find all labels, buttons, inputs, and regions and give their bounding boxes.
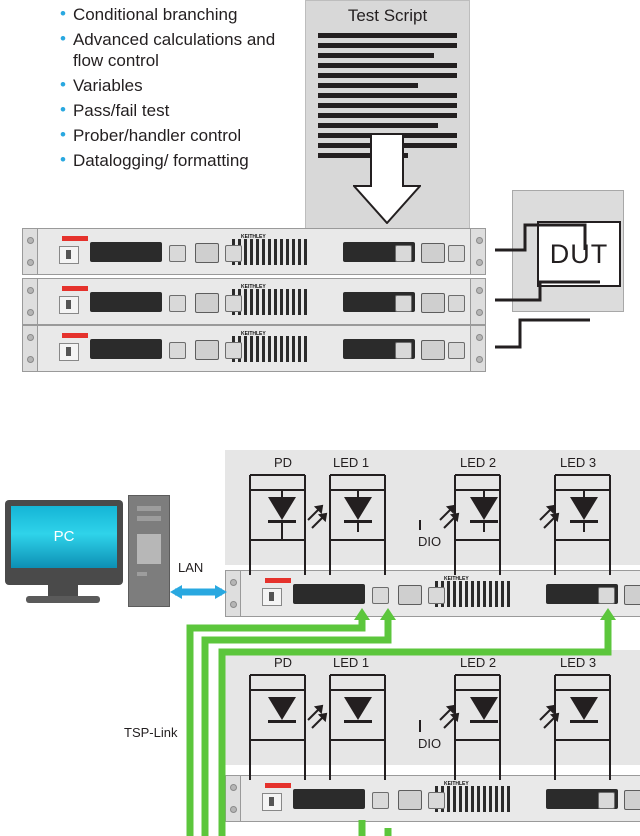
script-line: [318, 113, 457, 118]
instrument-unit[interactable]: [22, 228, 486, 275]
status-bar: [265, 783, 291, 788]
device-label-pd: PD: [274, 455, 293, 470]
brand-label: KEITHLEY: [444, 781, 469, 787]
list-item-label: Prober/handler control: [72, 126, 242, 145]
port-mod[interactable]: [624, 790, 640, 810]
script-line: [318, 43, 457, 48]
rack-ear-left: [226, 571, 241, 616]
channel-a-connector[interactable]: [293, 789, 365, 809]
instrument-unit[interactable]: [22, 278, 486, 325]
port-tsp-link[interactable]: [195, 293, 219, 313]
port-lan[interactable]: [428, 792, 445, 809]
list-item-label: Variables: [72, 76, 143, 95]
port-aux[interactable]: [598, 792, 615, 809]
port-digital-io[interactable]: [169, 342, 186, 359]
bullet-icon: •: [60, 75, 66, 94]
list-item-label: Advanced calculations and flow control: [72, 30, 276, 70]
device-label-pd-2: PD: [274, 655, 293, 670]
device-label-led2: LED 2: [460, 455, 497, 470]
channel-a-connector[interactable]: [293, 584, 365, 604]
port-lan-2[interactable]: [448, 245, 465, 262]
port-lan[interactable]: [225, 295, 242, 312]
channel-a-connector[interactable]: [90, 242, 162, 262]
ventilation-grille: [232, 239, 310, 265]
dut-enclosure: [512, 190, 624, 312]
port-digital-io[interactable]: [169, 295, 186, 312]
channel-a-connector[interactable]: [90, 339, 162, 359]
list-item: [60, 29, 310, 71]
instrument-unit-upper-chain[interactable]: [225, 570, 640, 617]
port-aux[interactable]: [395, 342, 412, 359]
ventilation-grille: [435, 581, 513, 607]
port-lan[interactable]: [428, 587, 445, 604]
status-bar: [62, 286, 88, 291]
port-aux[interactable]: [395, 245, 412, 262]
rack-ear-right: [470, 229, 485, 274]
lan-arrow-icon: [170, 585, 227, 599]
port-tsp-link[interactable]: [195, 340, 219, 360]
rack-ear-left: [226, 776, 241, 821]
list-item: [60, 4, 310, 25]
brand-label: KEITHLEY: [241, 284, 266, 290]
bullet-icon: •: [60, 150, 66, 169]
pc-screen: [11, 506, 117, 568]
port-tsp-link[interactable]: [398, 585, 422, 605]
rack-ear-right: [470, 326, 485, 371]
list-item-label: Conditional branching: [72, 5, 238, 24]
test-script-panel: [305, 0, 470, 231]
port-lan[interactable]: [225, 245, 242, 262]
ventilation-grille: [232, 289, 310, 315]
port-mod[interactable]: [421, 340, 445, 360]
bullet-icon: •: [60, 125, 66, 144]
brand-label: KEITHLEY: [241, 331, 266, 337]
script-line: [318, 103, 457, 108]
port-aux[interactable]: [395, 295, 412, 312]
power-switch[interactable]: [262, 793, 282, 811]
script-line: [318, 93, 457, 98]
ventilation-grille: [435, 786, 513, 812]
port-mod[interactable]: [624, 585, 640, 605]
status-bar: [62, 333, 88, 338]
rack-ear-left: [23, 326, 38, 371]
power-switch[interactable]: [59, 246, 79, 264]
list-item: [60, 75, 310, 96]
script-line: [318, 63, 457, 68]
pc-tower: [128, 495, 170, 607]
port-tsp-link[interactable]: [398, 790, 422, 810]
port-digital-io[interactable]: [169, 245, 186, 262]
device-label-led3-2: LED 3: [560, 655, 597, 670]
dio-label-lower: DIO: [418, 736, 442, 751]
status-bar: [62, 236, 88, 241]
ventilation-grille: [232, 336, 310, 362]
instrument-unit-lower-chain[interactable]: [225, 775, 640, 822]
script-line: [318, 83, 418, 88]
port-mod[interactable]: [421, 293, 445, 313]
lan-label: LAN: [178, 560, 204, 575]
dio-label-upper: DIO: [418, 534, 442, 549]
list-item-label: Datalogging/ formatting: [72, 151, 249, 170]
brand-label: KEITHLEY: [241, 234, 266, 240]
script-line: [318, 53, 434, 58]
device-label-led2-2: LED 2: [460, 655, 497, 670]
bullet-icon: •: [60, 100, 66, 119]
list-item: [60, 125, 310, 146]
port-lan[interactable]: [225, 342, 242, 359]
script-line: [318, 123, 438, 128]
port-lan-2[interactable]: [448, 295, 465, 312]
instrument-unit[interactable]: [22, 325, 486, 372]
dut-label: DUT: [537, 221, 621, 287]
rack-ear-right: [470, 279, 485, 324]
list-item-label: Pass/fail test: [72, 101, 170, 120]
pc-screen-label: PC: [53, 528, 75, 545]
power-switch[interactable]: [262, 588, 282, 606]
script-line: [318, 33, 457, 38]
pc-monitor: [5, 500, 123, 585]
script-line: [318, 73, 457, 78]
port-digital-io[interactable]: [372, 587, 389, 604]
power-switch[interactable]: [59, 296, 79, 314]
tsp-link-label: TSP-Link: [124, 725, 178, 740]
status-bar: [265, 578, 291, 583]
device-label-led1-2: LED 1: [333, 655, 370, 670]
device-label-led1: LED 1: [333, 455, 370, 470]
power-switch[interactable]: [59, 343, 79, 361]
down-arrow-icon: [353, 134, 421, 224]
brand-label: KEITHLEY: [444, 576, 469, 582]
port-tsp-link[interactable]: [195, 243, 219, 263]
channel-a-connector[interactable]: [90, 292, 162, 312]
device-label-led3: LED 3: [560, 455, 597, 470]
rack-ear-left: [23, 229, 38, 274]
port-mod[interactable]: [421, 243, 445, 263]
port-aux[interactable]: [598, 587, 615, 604]
port-lan-2[interactable]: [448, 342, 465, 359]
bullet-icon: •: [60, 29, 66, 48]
monitor-stand-base: [26, 596, 100, 603]
list-item: [60, 150, 310, 171]
port-digital-io[interactable]: [372, 792, 389, 809]
bullet-icon: •: [60, 4, 66, 23]
rack-ear-left: [23, 279, 38, 324]
list-item: [60, 100, 310, 121]
test-script-title: Test Script: [347, 6, 428, 25]
feature-bullet-list: [60, 4, 310, 175]
